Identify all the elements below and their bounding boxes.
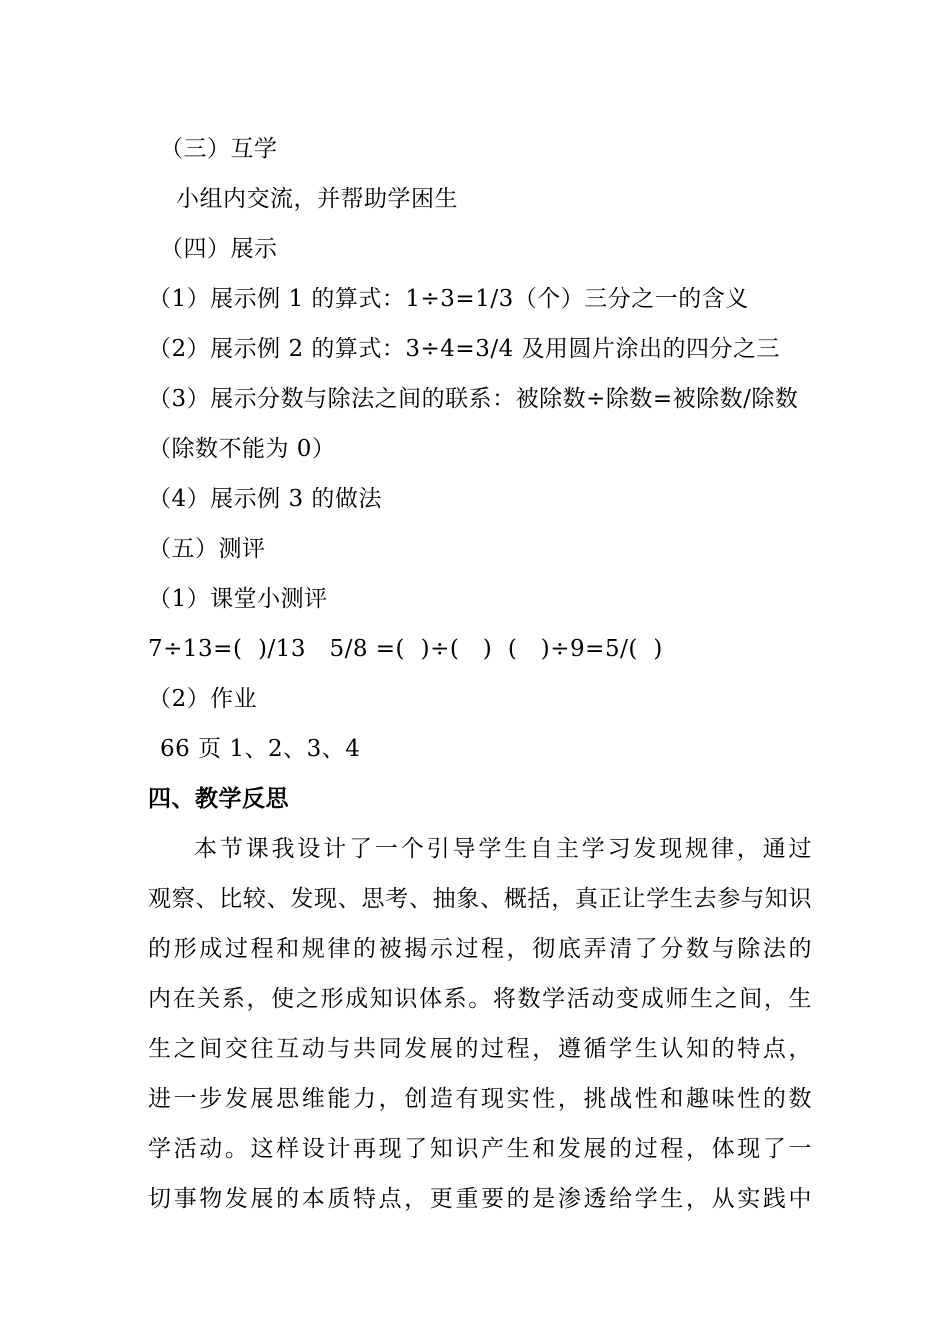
reflection-line: 切事物发展的本质特点，更重要的是渗透给学生，从实践中: [148, 1186, 812, 1212]
display-item-4: （4）展示例 3 的做法: [148, 486, 382, 512]
subsection-mutual-learning: （三）互学: [160, 136, 278, 162]
text-group-exchange: 小组内交流，并帮助学困生: [176, 186, 458, 212]
evaluation-item-1: （1）课堂小测评: [148, 586, 328, 612]
display-item-3-note: （除数不能为 0）: [148, 436, 336, 462]
evaluation-item-2: （2）作业: [148, 686, 258, 712]
section-heading-teaching-reflection: 四、教学反思: [148, 785, 289, 812]
reflection-paragraph: [148, 824, 812, 1224]
display-item-2: （2）展示例 2 的算式：3÷4=3/4 及用圆片涂出的四分之三: [148, 336, 781, 362]
subsection-evaluation: （五）测评: [148, 536, 266, 562]
reflection-line: 学活动。这样设计再现了知识产生和发展的过程，体现了一: [148, 1136, 812, 1162]
homework-pages: 66 页 1、2、3、4: [160, 736, 361, 762]
reflection-line: 生之间交往互动与共同发展的过程，遵循学生认知的特点，: [148, 1036, 812, 1062]
display-item-3: （3）展示分数与除法之间的联系：被除数÷除数=被除数/除数: [148, 386, 799, 412]
reflection-line: 观察、比较、发现、思考、抽象、概括，真正让学生去参与知识: [148, 886, 812, 912]
quiz-equations: 7÷13=( )/13 5/8 =( )÷( ) ( )÷9=5/( ): [148, 636, 663, 662]
reflection-line: 本节课我设计了一个引导学生自主学习发现规律，通过: [194, 836, 812, 862]
reflection-line: 内在关系，使之形成知识体系。将数学活动变成师生之间，生: [148, 986, 812, 1012]
display-item-1: （1）展示例 1 的算式：1÷3=1/3（个）三分之一的含义: [148, 286, 749, 312]
subsection-display: （四）展示: [160, 236, 278, 262]
reflection-line: 的形成过程和规律的被揭示过程，彻底弄清了分数与除法的: [148, 936, 812, 962]
reflection-line: 进一步发展思维能力，创造有现实性，挑战性和趣味性的数: [148, 1086, 812, 1112]
